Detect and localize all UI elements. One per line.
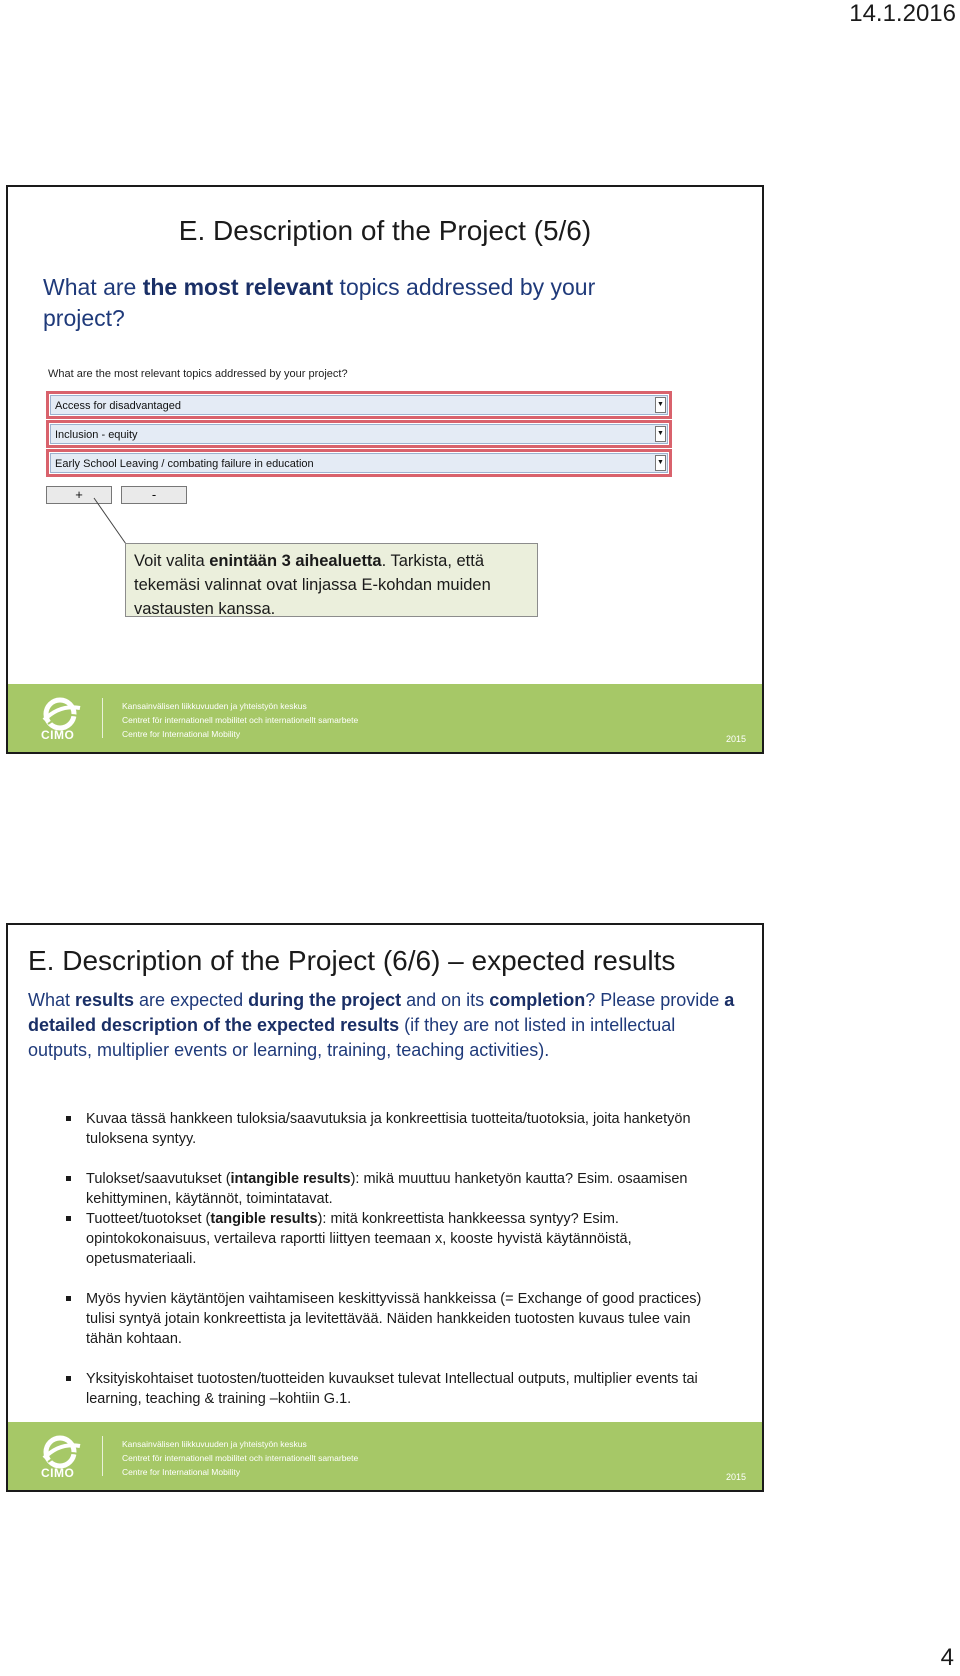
topic-select-value: Access for disadvantaged [55, 400, 181, 412]
slide-title: E. Description of the Project (6/6) – expected results [28, 945, 676, 976]
footer-year: 2015 [725, 734, 746, 744]
logo-text: CIMO [41, 728, 75, 742]
page-date: 14.1.2016 [849, 0, 956, 27]
callout-note: Voit valita enintään 3 aihealuetta. Tarkista, että tekemäsi valinnat ovat linjassa E-kohdan muiden vastausten kanssa. [125, 543, 538, 617]
footer-divider [102, 698, 103, 738]
slide-footer [8, 684, 762, 752]
slide-footer [8, 1422, 762, 1490]
remove-topic-button[interactable]: - [121, 486, 187, 504]
list-item: Tulokset/saavutukset (intangible results): mikä muuttuu hanketyön kautta? Esim. osaamisen kehittyminen, käytännöt, toimintatavat. [66, 1169, 726, 1209]
logo-text: CIMO [41, 1466, 75, 1480]
list-item: Yksityiskohtaiset tuotosten/tuotteiden kuvaukset tulevat Intellectual outputs, multiplier events tai learning, teaching & training –kohtiin G.1. [66, 1369, 726, 1409]
slide-question: What are the most relevant topics addressed by your project? [43, 274, 596, 331]
callout-pointer [8, 187, 764, 754]
list-item: Myös hyvien käytäntöjen vaihtamiseen keskittyvissä hankkeissa (= Exchange of good practices) tulisi syntyä jotain konkreettista ja levitettävää. Näiden hankkeiden tuotosten kuvaus tulee vain tähän kohtaan. [66, 1289, 726, 1349]
organization-names: Kansainvälisen liikkuvuuden ja yhteistyön keskus Centret för internationell mobilitet och internationellt samarbete Centre for International Mobility [122, 701, 359, 739]
slide-intro: What results are expected during the project and on its completion? Please provide a detailed description of the expected results (if they are not listed in intellectual outputs, multiplier events or learning, training, teaching activities). [28, 990, 735, 1060]
dropdown-arrow-icon[interactable]: ▼ [655, 455, 666, 471]
page-number: 4 [940, 1644, 954, 1671]
organization-names: Kansainvälisen liikkuvuuden ja yhteistyön keskus Centret för internationell mobilitet och internationellt samarbete Centre for International Mobility [122, 1439, 359, 1477]
footer-year: 2015 [725, 1472, 746, 1482]
dropdown-arrow-icon[interactable]: ▼ [655, 426, 666, 442]
slide-title: E. Description of the Project (5/6) [178, 215, 592, 246]
add-topic-button[interactable]: + [46, 486, 112, 504]
list-item: Kuvaa tässä hankkeen tuloksia/saavutuksia ja konkreettisia tuotteita/tuotoksia, joita hanketyön tuloksena syntyy. [66, 1109, 726, 1149]
form-question-label: What are the most relevant topics addressed by your project? [48, 368, 348, 380]
guidance-list [66, 1109, 726, 1409]
slide-6-of-6 [6, 923, 764, 1492]
topic-select-value: Early School Leaving / combating failure in education [55, 458, 314, 470]
topic-select-value: Inclusion - equity [55, 429, 138, 441]
dropdown-arrow-icon[interactable]: ▼ [655, 397, 666, 413]
footer-divider [102, 1436, 103, 1476]
list-item: Tuotteet/tuotokset (tangible results): mitä konkreettista hankkeessa syntyy? Esim. opintokokonaisuus, vertaileva raportti liittyen teemaan x, kooste hyvistä käytännöistä, opetusmateriaali. [66, 1209, 726, 1269]
slide-5-of-6 [6, 185, 764, 754]
